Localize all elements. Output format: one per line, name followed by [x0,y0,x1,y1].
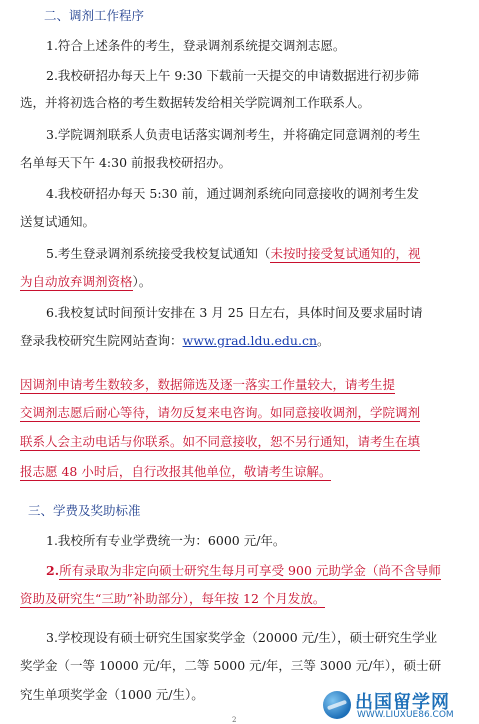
section-heading-fees: 三、学费及奖助标准 [28,503,141,518]
fees-item-3-line1: 3.学校现设有硕士研究生国家奖学金（20000 元/生），硕士研究生学业 [46,630,438,645]
procedure-item-6-line2 [20,333,470,348]
notice-text-1: 因调剂申请考生数较多，数据筛选及逐一落实工作量较大，请考生提 [20,377,396,392]
watermark-url: WWW.LIUXUE86.COM [357,710,454,720]
item-6-text: 登录我校研究生院网站查询： [20,333,183,348]
fees-item-2-line2 [20,591,470,606]
stipend-text: 所有录取为非定向硕士研究生每月可享受 900 元助学金（尚不含导师 [59,563,441,578]
notice-text-4: 报志愿 48 小时后，自行改报其他单位，敬请考生谅解。 [20,464,332,479]
page-number: 2 [232,716,237,724]
item-5-text: 5.考生登录调剂系统接受我校复试通知（ [46,246,271,261]
procedure-item-3-line1: 3.学院调剂联系人负责电话落实调剂考生，并将确定同意调剂的考生 [46,127,421,142]
notice-text-2: 交调剂志愿后耐心等待，请勿反复来电咨询。如同意接收调剂，学院调剂 [20,405,421,420]
procedure-item-6-line1: 6.我校复试时间预计安排在 3 月 25 日左右，具体时间及要求届时请 [46,305,423,320]
notice-text-3: 联系人会主动电话与你联系。如不同意接收，恕不另行通知，请考生在填 [20,434,421,449]
fees-item-3-line2: 奖学金（一等 10000 元/年，二等 5000 元/年，三等 3000 元/年），硕士研 [20,658,442,673]
item-2-number: 2. [46,563,60,578]
fees-item-2-line1 [46,563,479,578]
procedure-item-5-line1 [46,246,479,261]
globe-logo-icon [323,691,351,719]
procedure-item-3-line2: 名单每天下午 4:30 前报我校研招办。 [20,155,232,170]
item-6-end: 。 [317,333,330,348]
graduate-school-link[interactable]: www.grad.ldu.edu.cn [182,333,318,348]
item-5-warning: 未按时接受复试通知的，视 [270,246,421,261]
procedure-item-2-line1: 2.我校研招办每天上午 9:30 下载前一天提交的申请数据进行初步筛 [46,68,419,83]
procedure-item-5-line2 [20,274,470,289]
procedure-item-1: 1.符合上述条件的考生，登录调剂系统提交调剂志愿。 [46,38,346,53]
fees-item-1: 1.我校所有专业学费统一为：6000 元/年。 [46,533,286,548]
item-5-end: ）。 [132,274,152,289]
procedure-item-4-line2: 送复试通知。 [20,214,96,229]
procedure-item-2-line2: 选，并将初选合格的考生数据转发给相关学院调剂工作联系人。 [20,95,371,110]
stipend-text-cont: 资助及研究生“三助”补助部分），每年按 12 个月发放。 [20,591,326,606]
notice-line-2 [20,405,470,420]
site-watermark [323,688,473,722]
watermark-title: 出国留学网 [355,692,450,713]
notice-line-4 [20,464,470,479]
fees-item-3-line3: 究生单项奖学金（1000 元/生）。 [20,687,204,702]
section-heading-procedure: 二、调剂工作程序 [44,8,145,23]
notice-line-1 [20,377,470,392]
notice-line-3 [20,434,470,449]
procedure-item-4-line1: 4.我校研招办每天 5:30 前，通过调剂系统向同意接收的调剂考生发 [46,186,419,201]
item-5-warning-cont: 为自动放弃调剂资格 [20,274,133,289]
